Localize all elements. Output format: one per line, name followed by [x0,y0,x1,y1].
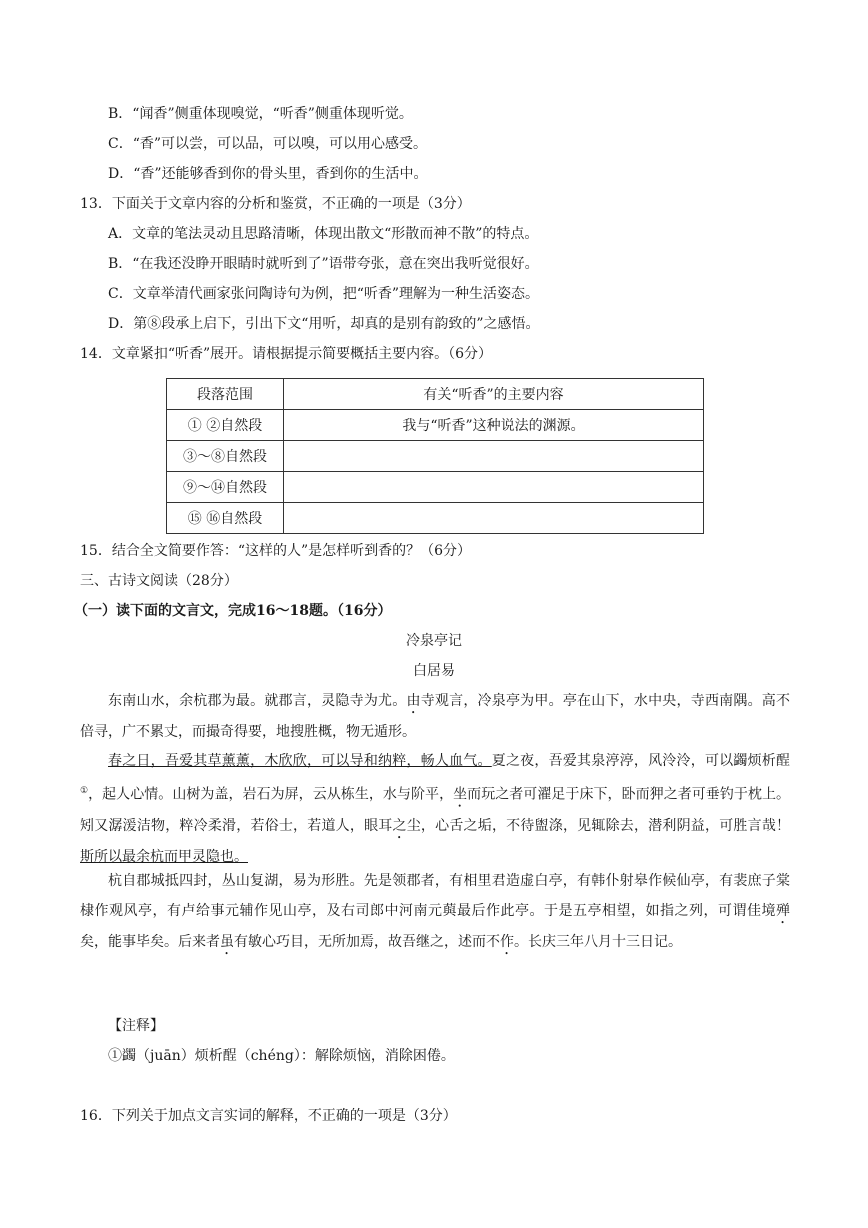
text-run: 东南山水，余杭郡为最。就郡言，灵隐寺为尤。 [108,693,407,709]
dotted-word: 坐 [453,786,468,803]
section3-title: 三、古诗文阅读（28分） [80,573,238,589]
dotted-word: 作 [500,934,514,950]
q12-option-c: C．“香”可以尝，可以品，可以嗅，可以用心感受。 [108,136,428,152]
text-run: 寺观言，冷泉亭为甲。亭在山下，水中央，寺西南隅。高不倍寻，广不累丈，而撮奇得要，地搜胜概，物无遁形。 [80,693,791,740]
table-row [167,472,704,503]
text-run: ，起人心情。山树为盖，岩石为屏，云从栋生，水与阶平， [88,786,454,803]
q14-stem: 14．文章紧扣“听香”展开。请根据提示简要概括主要内容。（6分） [80,346,493,362]
passage-paragraph-3 [80,866,790,958]
table-row [167,503,704,534]
text-run: 有敏心巧目，无所加焉，故吾继之，述而不 [234,934,500,950]
text-run: 杭自郡城抵四封，丛山复湖，易为形胜。先是领郡者，有相里君造虚白亭，有韩仆射皋作候仙亭，有裴庶子棠棣作观风亭，有卢给事元辅作见山亭，及右司郎中河南元藇最后作此亭。于是五亭相望，如指之列，可谓佳境 [80,873,790,919]
notes-title: 【注释】 [108,1018,164,1034]
note-1: ①蠲（juān）烦析酲（chéng）：解除烦恼，消除困倦。 [108,1048,455,1064]
table-header-range: 段落范围 [167,379,284,410]
q13-stem: 13．下面关于文章内容的分析和鉴赏，不正确的一项是（3分） [80,196,471,212]
dotted-word: 由 [406,693,421,709]
table-header-content: 有关“听香”的主要内容 [284,379,704,410]
text-run: 而玩之者可濯足于床下，卧而狎之者可垂钓于枕上。矧又潺湲洁物，粹冷柔滑，若俗士，若道人，眼耳 [80,786,791,834]
underlined-sentence: 斯所以最余杭而甲灵隐也。 [80,848,248,865]
dotted-word: 虽 [220,934,234,950]
section3-subtitle: （一）读下面的文言文，完成16～18题。（16分） [74,603,392,619]
table-cell-range: ③～⑧自然段 [167,441,284,472]
passage-author: 白居易 [413,663,455,679]
table-cell-range: ⑮ ⑯自然段 [167,503,284,534]
q13-option-b: B．“在我还没睁开眼睛时就听到了”语带夸张，意在突出我听觉很好。 [108,256,539,272]
passage-title: 冷泉亭记 [406,633,462,649]
q13-option-a: A．文章的笔法灵动且思路清晰，体现出散文“形散而神不散”的特点。 [108,226,539,242]
q14-summary-table [166,378,704,534]
q15-stem: 15．结合全文简要作答：“这样的人”是怎样听到香的？（6分） [80,543,472,559]
answer-blank[interactable] [284,503,704,534]
q12-option-d: D．“香”还能够香到你的骨头里，香到你的生活中。 [108,166,428,182]
q12-option-b: B．“闻香”侧重体现嗅觉，“听香”侧重体现听觉。 [108,106,413,122]
dotted-word: 之 [392,817,407,834]
passage-paragraph-2 [80,746,790,872]
answer-blank[interactable] [284,472,704,503]
table-cell-range: ⑨～⑭自然段 [167,472,284,503]
table-cell-content: 我与“听香”这种说法的渊源。 [284,410,704,441]
q13-option-c: C．文章举清代画家张问陶诗句为例，把“听香”理解为一种生活姿态。 [108,286,540,302]
q16-stem: 16．下列关于加点文言实词的解释，不正确的一项是（3分） [80,1108,457,1124]
passage-paragraph-1 [80,686,790,747]
text-run: 尘，心舌之垢，不待盥涤，见辄除去，潜利阴益，可胜言哉！ [406,817,791,834]
table-header-row [167,379,704,410]
table-row [167,410,704,441]
underlined-sentence: 春之日，吾爱其草薰薰，木欣欣，可以导和纳粹，畅人血气。 [108,753,492,769]
footnote-marker: ① [80,786,89,796]
answer-blank[interactable] [284,441,704,472]
text-run: 夏之夜，吾爱其泉渟渟，风泠泠，可以蠲烦析酲 [491,753,791,769]
text-run: 。长庆三年八月十三日记。 [514,934,682,950]
table-row [167,441,704,472]
dotted-word: 殚 [776,903,790,919]
q13-option-d: D．第⑧段承上启下，引出下文“用听，却真的是别有韵致的”之感悟。 [108,316,540,332]
table-cell-range: ① ②自然段 [167,410,284,441]
text-run: 矣，能事毕矣。后来者 [80,934,220,950]
